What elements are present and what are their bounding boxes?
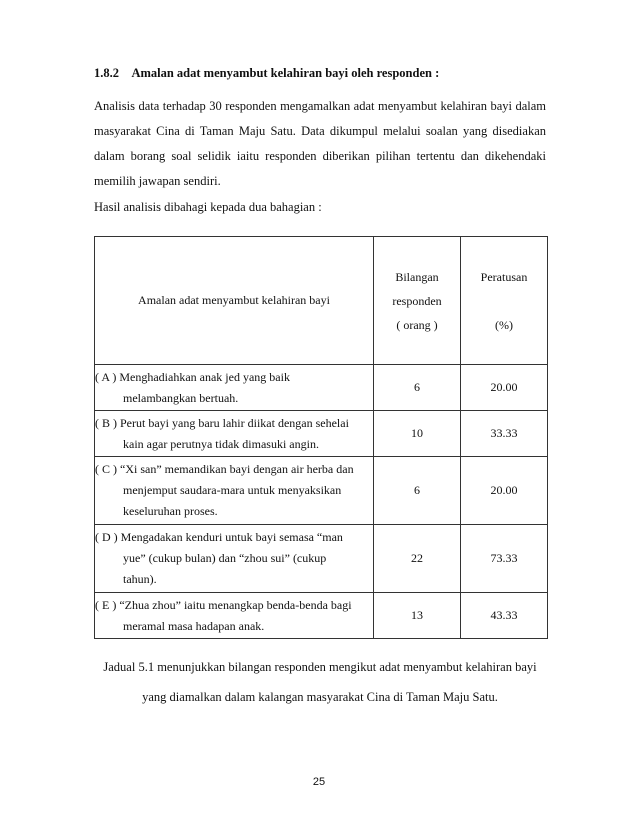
practice-cell [95, 411, 374, 457]
results-table [94, 236, 548, 639]
practice-line: meramal masa hadapan anak. [123, 618, 265, 633]
practice-line: keseluruhan proses. [123, 504, 218, 518]
count-cell: 22 [374, 525, 461, 593]
practice-line: ( E ) “Zhua zhou” iaitu menangkap benda-benda bagi [95, 597, 352, 612]
percent-cell: 43.33 [461, 593, 548, 639]
intro-paragraph [94, 94, 546, 194]
count-cell: 13 [374, 593, 461, 639]
count-cell: 6 [374, 365, 461, 411]
paragraph-line: masyarakat Cina di Taman Maju Satu. Data dikumpul melalui soalan yang disediakan [94, 124, 546, 138]
practice-line: ( C ) “Xi san” memandikan bayi dengan air herba dan [95, 462, 354, 476]
count-cell: 6 [374, 457, 461, 525]
header-count-line: ( orang ) [396, 317, 438, 332]
caption-line: Jadual 5.1 menunjukkan bilangan responden mengikut adat menyambut kelahiran bayi [103, 660, 537, 674]
header-percent-line: (%) [495, 317, 513, 332]
percent-cell: 73.33 [461, 525, 548, 593]
practice-line: ( B ) Perut bayi yang baru lahir diikat dengan sehelai [95, 415, 349, 430]
page-number: 25 [312, 776, 326, 788]
practice-line: melambangkan bertuah. [123, 390, 239, 405]
header-count-line: Bilangan [395, 269, 439, 284]
percent-cell: 20.00 [461, 365, 548, 411]
section-heading [94, 66, 439, 81]
practice-line: ( D ) Mengadakan kenduri untuk bayi semasa “man [95, 530, 343, 544]
practice-cell [95, 457, 374, 525]
percent-cell: 20.00 [461, 457, 548, 525]
header-count [374, 237, 461, 365]
practice-line: yue” (cukup bulan) dan “zhou sui” (cukup [123, 551, 327, 565]
table-row [95, 411, 548, 457]
table-row [95, 457, 548, 525]
paragraph-line: memilih jawapan sendiri. [94, 174, 221, 188]
count-cell: 10 [374, 411, 461, 457]
paragraph-line: Analisis data terhadap 30 responden mengamalkan adat menyambut kelahiran bayi dalam [94, 99, 546, 113]
paragraph-line: dalam borang soal selidik iaitu responden diberikan pilihan tertentu dan dikehendaki [94, 149, 546, 163]
practice-line: kain agar perutnya tidak dimasuki angin. [123, 436, 319, 451]
header-percent [461, 237, 548, 365]
table-row [95, 593, 548, 639]
section-title: Amalan adat menyambut kelahiran bayi oleh responden : [131, 66, 440, 80]
practice-line: ( A ) Menghadiahkan anak jed yang baik [95, 369, 290, 384]
practice-line: menjemput saudara-mara untuk menyaksikan [123, 483, 342, 497]
header-percent-line: Peratusan [480, 269, 528, 284]
table-caption [94, 652, 546, 712]
analysis-intro: Hasil analisis dibahagi kepada dua bahagian : [94, 200, 322, 214]
practice-cell [95, 365, 374, 411]
table-header-row [95, 237, 548, 365]
section-number: 1.8.2 [94, 66, 119, 80]
header-count-line: responden [392, 293, 442, 308]
caption-line: yang diamalkan dalam kalangan masyarakat Cina di Taman Maju Satu. [142, 690, 498, 704]
practice-line: tahun). [123, 572, 157, 586]
table-row [95, 365, 548, 411]
practice-cell [95, 593, 374, 639]
header-practice: Amalan adat menyambut kelahiran bayi [95, 237, 374, 365]
table-row [95, 525, 548, 593]
percent-cell: 33.33 [461, 411, 548, 457]
practice-cell [95, 525, 374, 593]
